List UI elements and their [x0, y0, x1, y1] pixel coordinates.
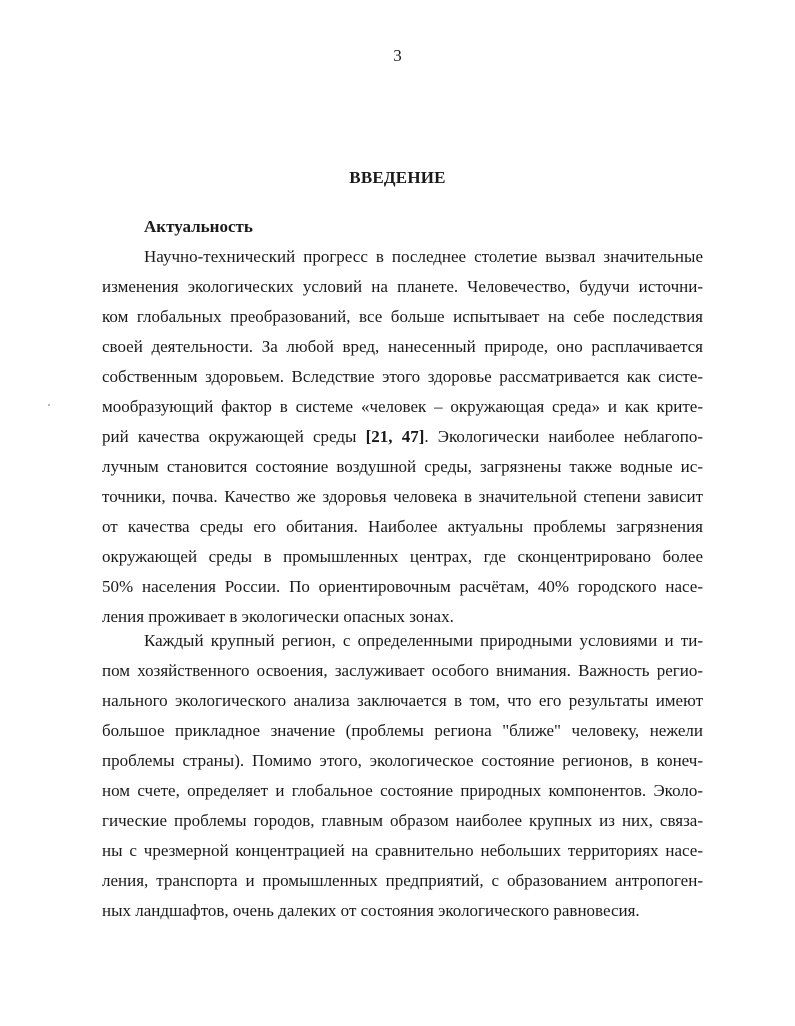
- paragraph-line: ны с чрезмерной концентрацией на сравнительно небольших территориях насе-: [102, 841, 703, 860]
- paragraph-line: пом хозяйственного освоения, заслуживает особого внимания. Важность регио-: [102, 661, 703, 680]
- paragraph-line: изменения экологических условий на планете. Человечество, будучи источни-: [102, 277, 703, 296]
- paragraph-line: лучным становится состояние воздушной среды, загрязнены также водные ис-: [102, 457, 703, 476]
- paragraph-line: Научно-технический прогресс в последнее столетие вызвал значительные: [144, 247, 703, 266]
- paragraph-line: гические проблемы городов, главным образом наиболее крупных из них, связа-: [102, 811, 703, 830]
- paragraph-line: большое прикладное значение (проблемы региона "ближе" человеку, нежели: [102, 721, 703, 740]
- paragraph-line: ном счете, определяет и глобальное состояние природных компонентов. Эколо-: [102, 781, 703, 800]
- citation-reference: [21, 47]: [365, 427, 425, 446]
- paragraph-line: ком глобальных преобразований, все больше испытывает на себе последствия: [102, 307, 703, 326]
- subheading-relevance: Актуальность: [144, 217, 253, 236]
- paragraph-line: ления, транспорта и промышленных предприятий, с образованием антропоген-: [102, 871, 703, 890]
- paragraph-line: ных ландшафтов, очень далеких от состояния экологического равновесия.: [102, 901, 640, 920]
- paragraph-line: своей деятельности. За любой вред, нанесенный природе, оно расплачивается: [102, 337, 703, 356]
- paragraph-line: ления проживает в экологически опасных зонах.: [102, 607, 454, 626]
- paragraph-line: от качества среды его обитания. Наиболее актуальны проблемы загрязнения: [102, 517, 703, 536]
- paragraph-line: точники, почва. Качество же здоровья человека в значительной степени зависит: [102, 487, 703, 506]
- section-title: ВВЕДЕНИЕ: [349, 168, 446, 187]
- paragraph-regional: [102, 626, 703, 926]
- line-text: . Экологически наиболее неблагопо-: [424, 427, 703, 446]
- paragraph-line-with-citation: [102, 422, 703, 452]
- paragraph-line: собственным здоровьем. Вследствие этого здоровье рассматривается как систе-: [102, 367, 703, 386]
- paragraph-line: нального экологического анализа заключается в том, что его результаты имеют: [102, 691, 703, 710]
- paragraph-line: мообразующий фактор в системе «человек – окружающая среда» и как крите-: [102, 397, 703, 416]
- paragraph-relevance: [102, 242, 703, 632]
- scan-speck: [48, 404, 50, 406]
- paragraph-line: Каждый крупный регион, с определенными природными условиями и ти-: [144, 631, 703, 650]
- paragraph-line: окружающей среды в промышленных центрах, где сконцентрировано более: [102, 547, 703, 566]
- line-text: рий качества окружающей среды: [102, 427, 366, 446]
- paragraph-line: 50% населения России. По ориентировочным расчётам, 40% городского насе-: [102, 577, 703, 596]
- paragraph-line: проблемы страны). Помимо этого, экологическое состояние регионов, в конеч-: [102, 751, 703, 770]
- page-number: 3: [393, 46, 402, 65]
